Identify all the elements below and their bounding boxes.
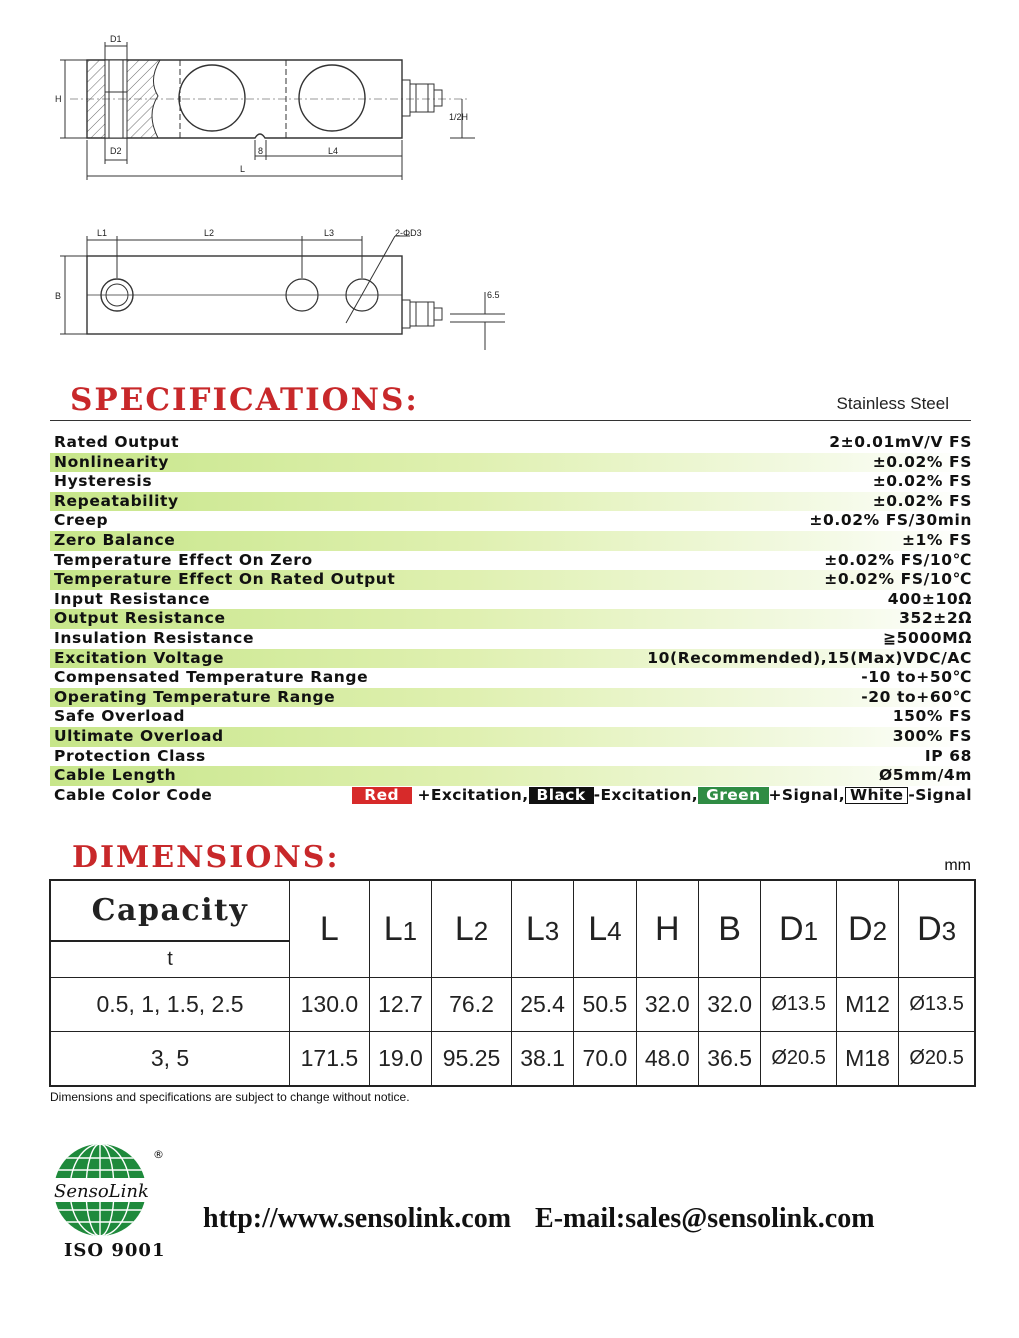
dimensions-unit: mm: [944, 857, 971, 874]
capacity-cell: 3, 5: [50, 1032, 290, 1087]
spec-value: 352±2Ω: [899, 609, 972, 628]
spec-label: Input Resistance: [54, 589, 211, 608]
spec-value: 400±10Ω: [887, 589, 972, 608]
change-notice: Dimensions and specifications are subject to change without notice.: [50, 1090, 410, 1104]
iso-label: ISO 9001: [64, 1240, 166, 1261]
label-phi-d3: 2-ΦD3: [395, 228, 422, 238]
label-l2: L2: [204, 228, 215, 238]
spec-row: [50, 688, 972, 708]
table-cell: 32.0: [698, 978, 760, 1032]
column-letter: D: [779, 909, 804, 948]
column-subscript: 4: [607, 915, 622, 946]
column-subscript: 2: [473, 915, 489, 946]
spec-value: ≧5000MΩ: [883, 628, 972, 647]
spec-label: Temperature Effect On Zero: [54, 550, 313, 569]
column-subscript: 1: [402, 915, 418, 946]
spec-label: Zero Balance: [54, 530, 176, 549]
green-swatch: Green: [698, 787, 768, 804]
column-header: [836, 880, 898, 978]
spec-label: Rated Output: [54, 433, 180, 451]
black-swatch: Black: [529, 787, 594, 804]
spec-row: [50, 727, 972, 747]
black-meaning: -Excitation,: [593, 785, 699, 804]
spec-value: ±0.02% FS: [872, 452, 972, 471]
column-letter: D: [848, 909, 873, 948]
green-meaning: +Signal,: [768, 785, 845, 804]
spec-label: Protection Class: [54, 746, 206, 765]
label-b: B: [55, 291, 62, 301]
spec-value: ±0.02% FS: [872, 472, 972, 491]
table-cell: 36.5: [698, 1032, 760, 1087]
table-row: [50, 978, 975, 1032]
spec-value: ±0.02% FS/30min: [809, 511, 972, 530]
spec-label: Temperature Effect On Rated Output: [54, 570, 396, 589]
website-link[interactable]: http://www.sensolink.com: [203, 1203, 512, 1234]
table-cell: 19.0: [369, 1032, 431, 1087]
spec-value: 10(Recommended),15(Max)VDC/AC: [647, 648, 972, 667]
white-meaning: -Signal: [908, 785, 972, 804]
spec-label: Compensated Temperature Range: [54, 668, 369, 687]
spec-row: [50, 649, 972, 669]
spec-value: -20 to+60℃: [861, 687, 972, 706]
spec-value: 2±0.01mV/V FS: [829, 433, 972, 451]
spec-label: Hysteresis: [54, 472, 153, 491]
spec-row: [50, 609, 972, 629]
spec-value: 150% FS: [892, 707, 972, 726]
spec-row: [50, 629, 972, 649]
column-subscript: 1: [803, 915, 819, 946]
spec-value: ±0.02% FS/10℃: [824, 570, 972, 589]
spec-label: Insulation Resistance: [54, 628, 255, 647]
cable-color-code: [352, 786, 972, 806]
capacity-cell: 0.5, 1, 1.5, 2.5: [50, 978, 290, 1032]
material-label: Stainless Steel: [836, 394, 949, 413]
spec-label: Output Resistance: [54, 609, 226, 628]
column-subscript: 2: [872, 915, 888, 946]
email-link[interactable]: E-mail:sales@sensolink.com: [535, 1203, 875, 1234]
column-letter: L: [454, 909, 474, 948]
table-cell: 12.7: [369, 978, 431, 1032]
specifications-divider: [50, 420, 971, 421]
column-header: [636, 880, 698, 978]
table-cell: 50.5: [574, 978, 636, 1032]
spec-value: IP 68: [924, 746, 972, 765]
spec-label: Nonlinearity: [54, 452, 169, 471]
spec-label: Operating Temperature Range: [54, 687, 336, 706]
spec-value: Ø5mm/4m: [878, 766, 972, 785]
red-meaning: +Excitation,: [417, 785, 529, 804]
column-letter: L: [319, 909, 339, 948]
cable-color-label: Cable Color Code: [54, 785, 213, 804]
spec-row: [50, 453, 972, 473]
spec-label: Creep: [54, 511, 109, 530]
red-swatch: Red: [352, 787, 412, 804]
cable-color-row: [50, 786, 972, 806]
dimensions-title: DIMENSIONS:: [72, 840, 340, 875]
table-row: [50, 1032, 975, 1087]
registered-mark: ®: [153, 1148, 164, 1161]
label-l: L: [240, 164, 246, 174]
column-letter: L: [588, 909, 608, 948]
spec-label: Excitation Voltage: [54, 648, 225, 667]
column-header: [899, 880, 975, 978]
label-d2: D2: [110, 146, 122, 156]
label-h: H: [55, 94, 62, 104]
spec-label: Cable Length: [54, 766, 177, 785]
spec-row: [50, 747, 972, 767]
column-letter: H: [654, 909, 680, 948]
table-cell: 32.0: [636, 978, 698, 1032]
label-six-five: 6.5: [487, 290, 500, 300]
table-header-row: [50, 880, 975, 941]
spec-value: ±1% FS: [901, 530, 972, 549]
table-cell: 38.1: [511, 1032, 573, 1087]
table-cell: Ø20.5: [899, 1032, 975, 1087]
spec-row: [50, 531, 972, 551]
logo-text: SensoLink: [54, 1181, 149, 1202]
contact-line: [203, 1203, 875, 1235]
spec-row: [50, 590, 972, 610]
column-letter: L: [525, 909, 545, 948]
white-swatch: White: [845, 787, 908, 804]
column-header: [290, 880, 370, 978]
label-l3: L3: [324, 228, 335, 238]
spec-row: [50, 668, 972, 688]
spec-row: [50, 551, 972, 571]
column-letter: L: [383, 909, 403, 948]
spec-row: [50, 472, 972, 492]
column-letter: B: [718, 909, 741, 948]
spec-label: Ultimate Overload: [54, 726, 224, 745]
spec-label: Safe Overload: [54, 707, 186, 726]
column-header: [574, 880, 636, 978]
table-cell: 25.4: [511, 978, 573, 1032]
table-cell: Ø13.5: [899, 978, 975, 1032]
label-d1: D1: [110, 34, 122, 44]
spec-row: [50, 707, 972, 727]
spec-value: -10 to+50℃: [861, 668, 972, 687]
label-eight: 8: [258, 146, 264, 156]
column-header: [369, 880, 431, 978]
spec-row: [50, 492, 972, 512]
column-header: [698, 880, 760, 978]
spec-value: ±0.02% FS: [872, 491, 972, 510]
spec-row: [50, 511, 972, 531]
spec-value: 300% FS: [892, 726, 972, 745]
table-cell: Ø13.5: [761, 978, 837, 1032]
table-cell: 130.0: [290, 978, 370, 1032]
column-header: [761, 880, 837, 978]
table-cell: 171.5: [290, 1032, 370, 1087]
table-cell: 76.2: [432, 978, 512, 1032]
table-cell: 95.25: [432, 1032, 512, 1087]
spec-row: [50, 766, 972, 786]
column-header: [432, 880, 512, 978]
table-cell: 48.0: [636, 1032, 698, 1087]
capacity-header: Capacity: [50, 880, 290, 941]
specifications-title: SPECIFICATIONS:: [70, 382, 419, 418]
column-subscript: 3: [941, 915, 957, 946]
spec-label: Repeatability: [54, 491, 179, 510]
specifications-list: [50, 433, 972, 805]
table-cell: Ø20.5: [761, 1032, 837, 1087]
column-subscript: 3: [544, 915, 560, 946]
capacity-unit: t: [50, 941, 290, 977]
label-l1: L1: [97, 228, 108, 238]
table-cell: 70.0: [574, 1032, 636, 1087]
column-header: [511, 880, 573, 978]
table-cell: M18: [836, 1032, 898, 1087]
top-view-drawing: [50, 222, 510, 360]
dimensions-table: [49, 879, 976, 1087]
spec-value: ±0.02% FS/10℃: [824, 550, 972, 569]
side-view-drawing: [50, 30, 490, 190]
label-half-h: 1/2H: [449, 112, 469, 122]
spec-row: [50, 570, 972, 590]
spec-row: [50, 433, 972, 453]
label-l4: L4: [328, 146, 339, 156]
column-letter: D: [917, 909, 942, 948]
table-cell: M12: [836, 978, 898, 1032]
